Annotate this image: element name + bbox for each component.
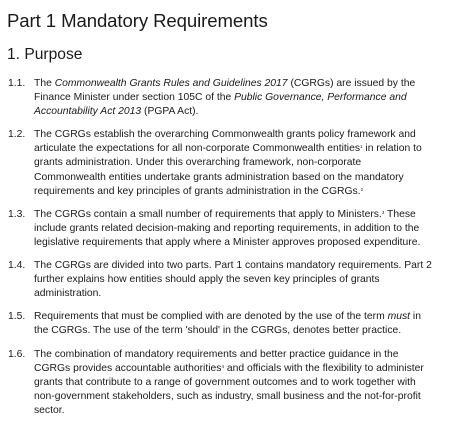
clause-number: 1.3. [8,208,26,220]
text-segment: articulate the expectations for all non-corporate Commonwealth entities [34,143,360,155]
page-title: Part 1 Mandatory Requirements [7,10,268,31]
text-segment: in relation to [362,143,422,155]
text-line [34,376,444,390]
text-segment: (CGRGs) are issued by the [287,78,416,89]
text-line [34,348,444,362]
text-line [34,142,444,156]
text-segment: The combination of mandatory requirements and better practice guidance in the [34,348,399,360]
clause-text [34,259,444,301]
clause-text [34,77,444,119]
text-segment: grants that contribute to a range of government outcomes and to work together with [34,376,416,388]
text-line [34,222,444,236]
text-segment: grants administration. Under this overarching framework, non-corporate [34,157,362,169]
text-segment: in [410,311,421,323]
clause [0,128,450,198]
text-segment: (PGPA Act). [141,106,199,118]
text-line [34,77,444,91]
clause [0,310,450,338]
clause-number: 1.6. [8,348,26,360]
text-segment: and officials with the flexibility to administer [223,362,424,374]
text-line [34,310,444,324]
clause-text [34,128,444,198]
text-segment: The CGRGs contain a small number of requirements that apply to Ministers. [34,208,382,220]
clause [0,348,450,418]
text-segment: include grants related decision-making and reporting requirements, in addition to the [34,222,420,234]
text-line [34,273,444,287]
footnote-marker: 4 [221,363,224,369]
footnote-marker: 1 [360,144,363,150]
text-segment: The [34,78,55,89]
text-segment: further explains how entities should apply the seven key principles of grants [34,274,380,286]
italic-text: must [387,311,411,323]
text-line [34,185,444,199]
text-segment: Requirements that must be complied with are denoted by the use of the term [34,311,388,323]
text-segment: the CGRGs. The use of the term 'should' in the CGRGs, denotes better practice. [34,325,402,337]
clause-text [34,208,444,250]
text-line [34,128,444,142]
text-line [34,171,444,185]
text-line [34,324,444,338]
text-segment: Finance Minister under section 105C of the [34,92,235,104]
clause [0,77,450,119]
text-line [34,208,444,222]
italic-text: Commonwealth Grants Rules and Guidelines 2017 [54,78,288,89]
text-line [34,390,444,404]
clause-number: 1.2. [8,129,26,141]
text-line [34,91,444,105]
text-line [34,236,444,250]
section-heading: 1. Purpose [7,46,83,63]
clause [0,259,450,301]
clause-text [34,310,444,338]
clause-number: 1.4. [8,260,26,272]
clause-list [0,77,450,427]
text-segment: The CGRGs are divided into two parts. Part 1 contains mandatory requirements. Part 2 [34,260,432,272]
italic-text: Public Governance, Performance and [234,92,407,104]
text-line [34,362,444,376]
footnote-marker: 2 [360,186,364,192]
text-segment: administration. [34,288,102,300]
text-line [34,156,444,170]
footnote-marker: 3 [381,209,385,215]
clause-number: 1.5. [8,311,26,323]
text-segment: sector. [34,404,65,416]
text-line [34,105,444,119]
italic-text: Accountability Act 2013 [34,106,142,118]
text-segment: requirements and key principles of grants administration in the CGRGs. [34,185,361,197]
text-segment: Commonwealth entities undertake grants administration based on the mandatory [34,171,404,183]
clause-number: 1.1. [8,78,26,89]
text-segment: non-government stakeholders, such as industry, small business and the not-for-profit [34,390,421,402]
clause-text [34,348,444,418]
text-segment: CGRGs provides accountable authorities [34,362,222,374]
text-segment: These [384,208,416,220]
clause [0,208,450,250]
text-line [34,259,444,273]
text-line [34,287,444,301]
text-segment: The CGRGs establish the overarching Commonwealth grants policy framework and [34,129,416,141]
text-segment: legislative requirements that apply where a Minister approves proposed expenditure. [34,236,421,248]
